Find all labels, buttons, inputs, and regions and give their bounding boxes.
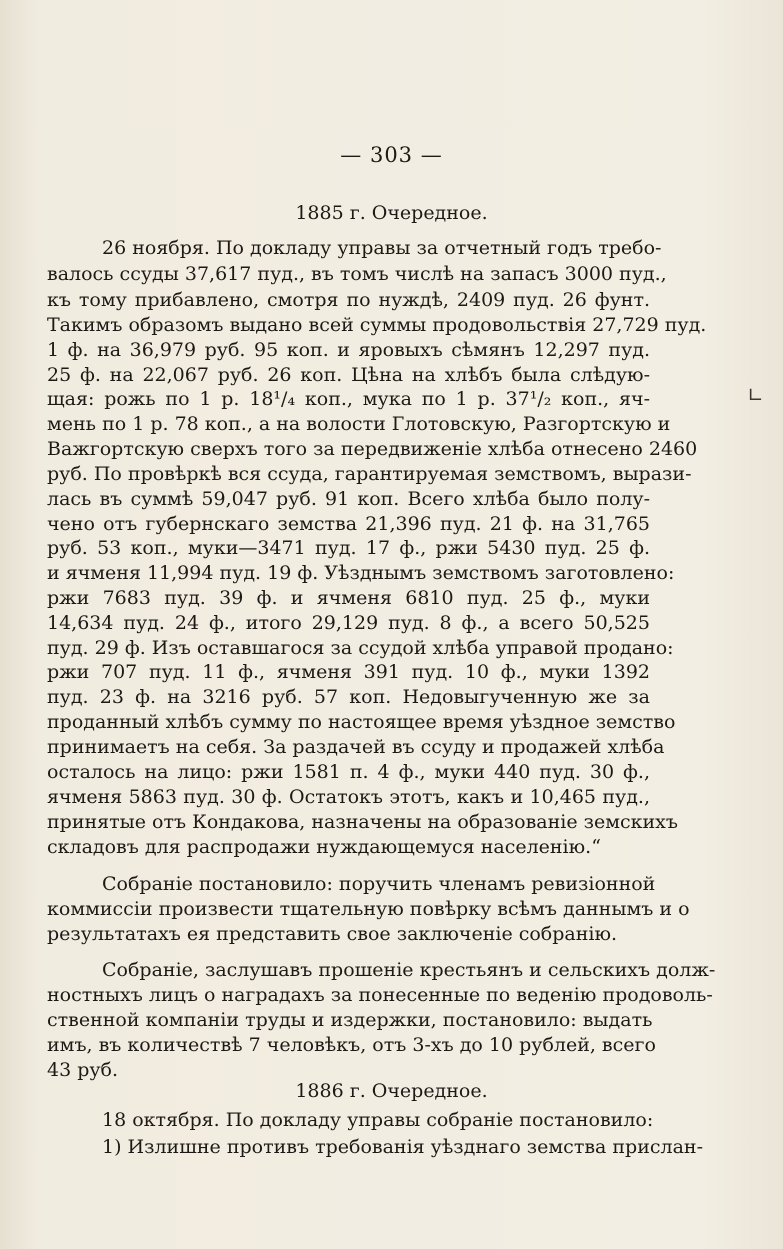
text-line: Собраніе, заслушавъ прошеніе крестьянъ и сельскихъ долж- (102, 959, 716, 981)
text-line: принимаетъ на себя. За раздачей въ ссуду и продажей хлѣба (47, 736, 665, 758)
text-line: руб. 53 коп., муки—3471 пуд. 17 ф., ржи 5430 пуд. 25 ф. (47, 537, 650, 559)
text-line: къ тому прибавлено, смотря по нуждѣ, 2409 пуд. 26 фунт. (47, 289, 650, 311)
text-line: руб. По провѣркѣ вся ссуда, гарантируемая земствомъ, вырази- (47, 463, 692, 485)
text-line: 1) Излишне противъ требованія уѣзднаго земства прислан- (102, 1136, 704, 1158)
text-line: 25 ф. на 22,067 руб. 26 коп. Цѣна на хлѣбъ была слѣдую- (47, 364, 650, 386)
text-line: щая: рожь по 1 р. 18¹/₄ коп., мука по 1 р. 37¹/₂ коп., яч- (47, 388, 650, 410)
text-line: 14,634 пуд. 24 ф., итого 29,129 пуд. 8 ф., а всего 50,525 (47, 612, 650, 634)
text-line: ностныхъ лицъ о наградахъ за понесенные по веденію продоволь- (47, 984, 713, 1006)
text-line: лась въ суммѣ 59,047 руб. 91 коп. Всего хлѣба было полу- (47, 488, 650, 510)
margin-annotation-mark: ∟ (747, 383, 764, 407)
text-line: 18 октября. По докладу управы собраніе постановило: (102, 1109, 654, 1131)
text-line: имъ, въ количествѣ 7 человѣкъ, отъ 3-хъ до 10 рублей, всего (47, 1034, 656, 1056)
text-line: пуд. 29 ф. Изъ оставшагося за ссудой хлѣба управой продано: (47, 637, 674, 659)
text-line: принятые отъ Кондакова, назначены на образованіе земскихъ (47, 811, 678, 833)
text-line: ржи 707 пуд. 11 ф., ячменя 391 пуд. 10 ф., муки 1392 (47, 661, 650, 683)
text-line: результатахъ ея представить свое заключеніе собранію. (47, 923, 618, 945)
text-line: пуд. 23 ф. на 3216 руб. 57 коп. Недовыгученную же за (47, 686, 650, 708)
text-line: ячменя 5863 пуд. 30 ф. Остатокъ этотъ, какъ и 10,465 пуд., (47, 786, 650, 808)
text-line: складовъ для распродажи нуждающемуся населенію.“ (47, 836, 601, 858)
section-heading-1886: 1886 г. Очередное. (295, 1080, 488, 1102)
page-number: — 303 — (340, 143, 443, 167)
text-line: чено отъ губернскаго земства 21,396 пуд. 21 ф. на 31,765 (47, 513, 650, 535)
text-line: коммиссіи произвести тщательную повѣрку всѣмъ даннымъ и о (47, 898, 690, 920)
text-line: 26 ноября. По докладу управы за отчетный годъ требо- (102, 237, 662, 259)
text-line: и ячменя 11,994 пуд. 19 ф. Уѣзднымъ земствомъ заготовлено: (47, 562, 675, 584)
text-line: Такимъ образомъ выдано всей суммы продовольствія 27,729 пуд. (47, 314, 707, 336)
text-line: Собраніе постановило: поручить членамъ ревизіонной (102, 873, 656, 895)
text-line: ржи 7683 пуд. 39 ф. и ячменя 6810 пуд. 25 ф., муки (47, 587, 650, 609)
section-heading-1885: 1885 г. Очередное. (295, 202, 488, 224)
text-line: 43 руб. (47, 1059, 119, 1081)
text-line: 1 ф. на 36,979 руб. 95 коп. и яровыхъ сѣмянъ 12,297 пуд. (47, 339, 650, 361)
text-line: ственной компаніи труды и издержки, постановило: выдать (47, 1009, 653, 1031)
text-line: осталось на лицо: ржи 1581 п. 4 ф., муки 440 пуд. 30 ф., (47, 761, 650, 783)
text-line: проданный хлѣбъ сумму по настоящее время уѣздное земство (47, 711, 676, 733)
text-line: Важгортскую сверхъ того за передвиженіе хлѣба отнесено 2460 (47, 438, 698, 460)
text-line: валось ссуды 37,617 пуд., въ томъ числѣ на запасъ 3000 пуд., (47, 263, 667, 285)
text-line: мень по 1 р. 78 коп., а на волости Глотовскую, Разгортскую и (47, 413, 671, 435)
